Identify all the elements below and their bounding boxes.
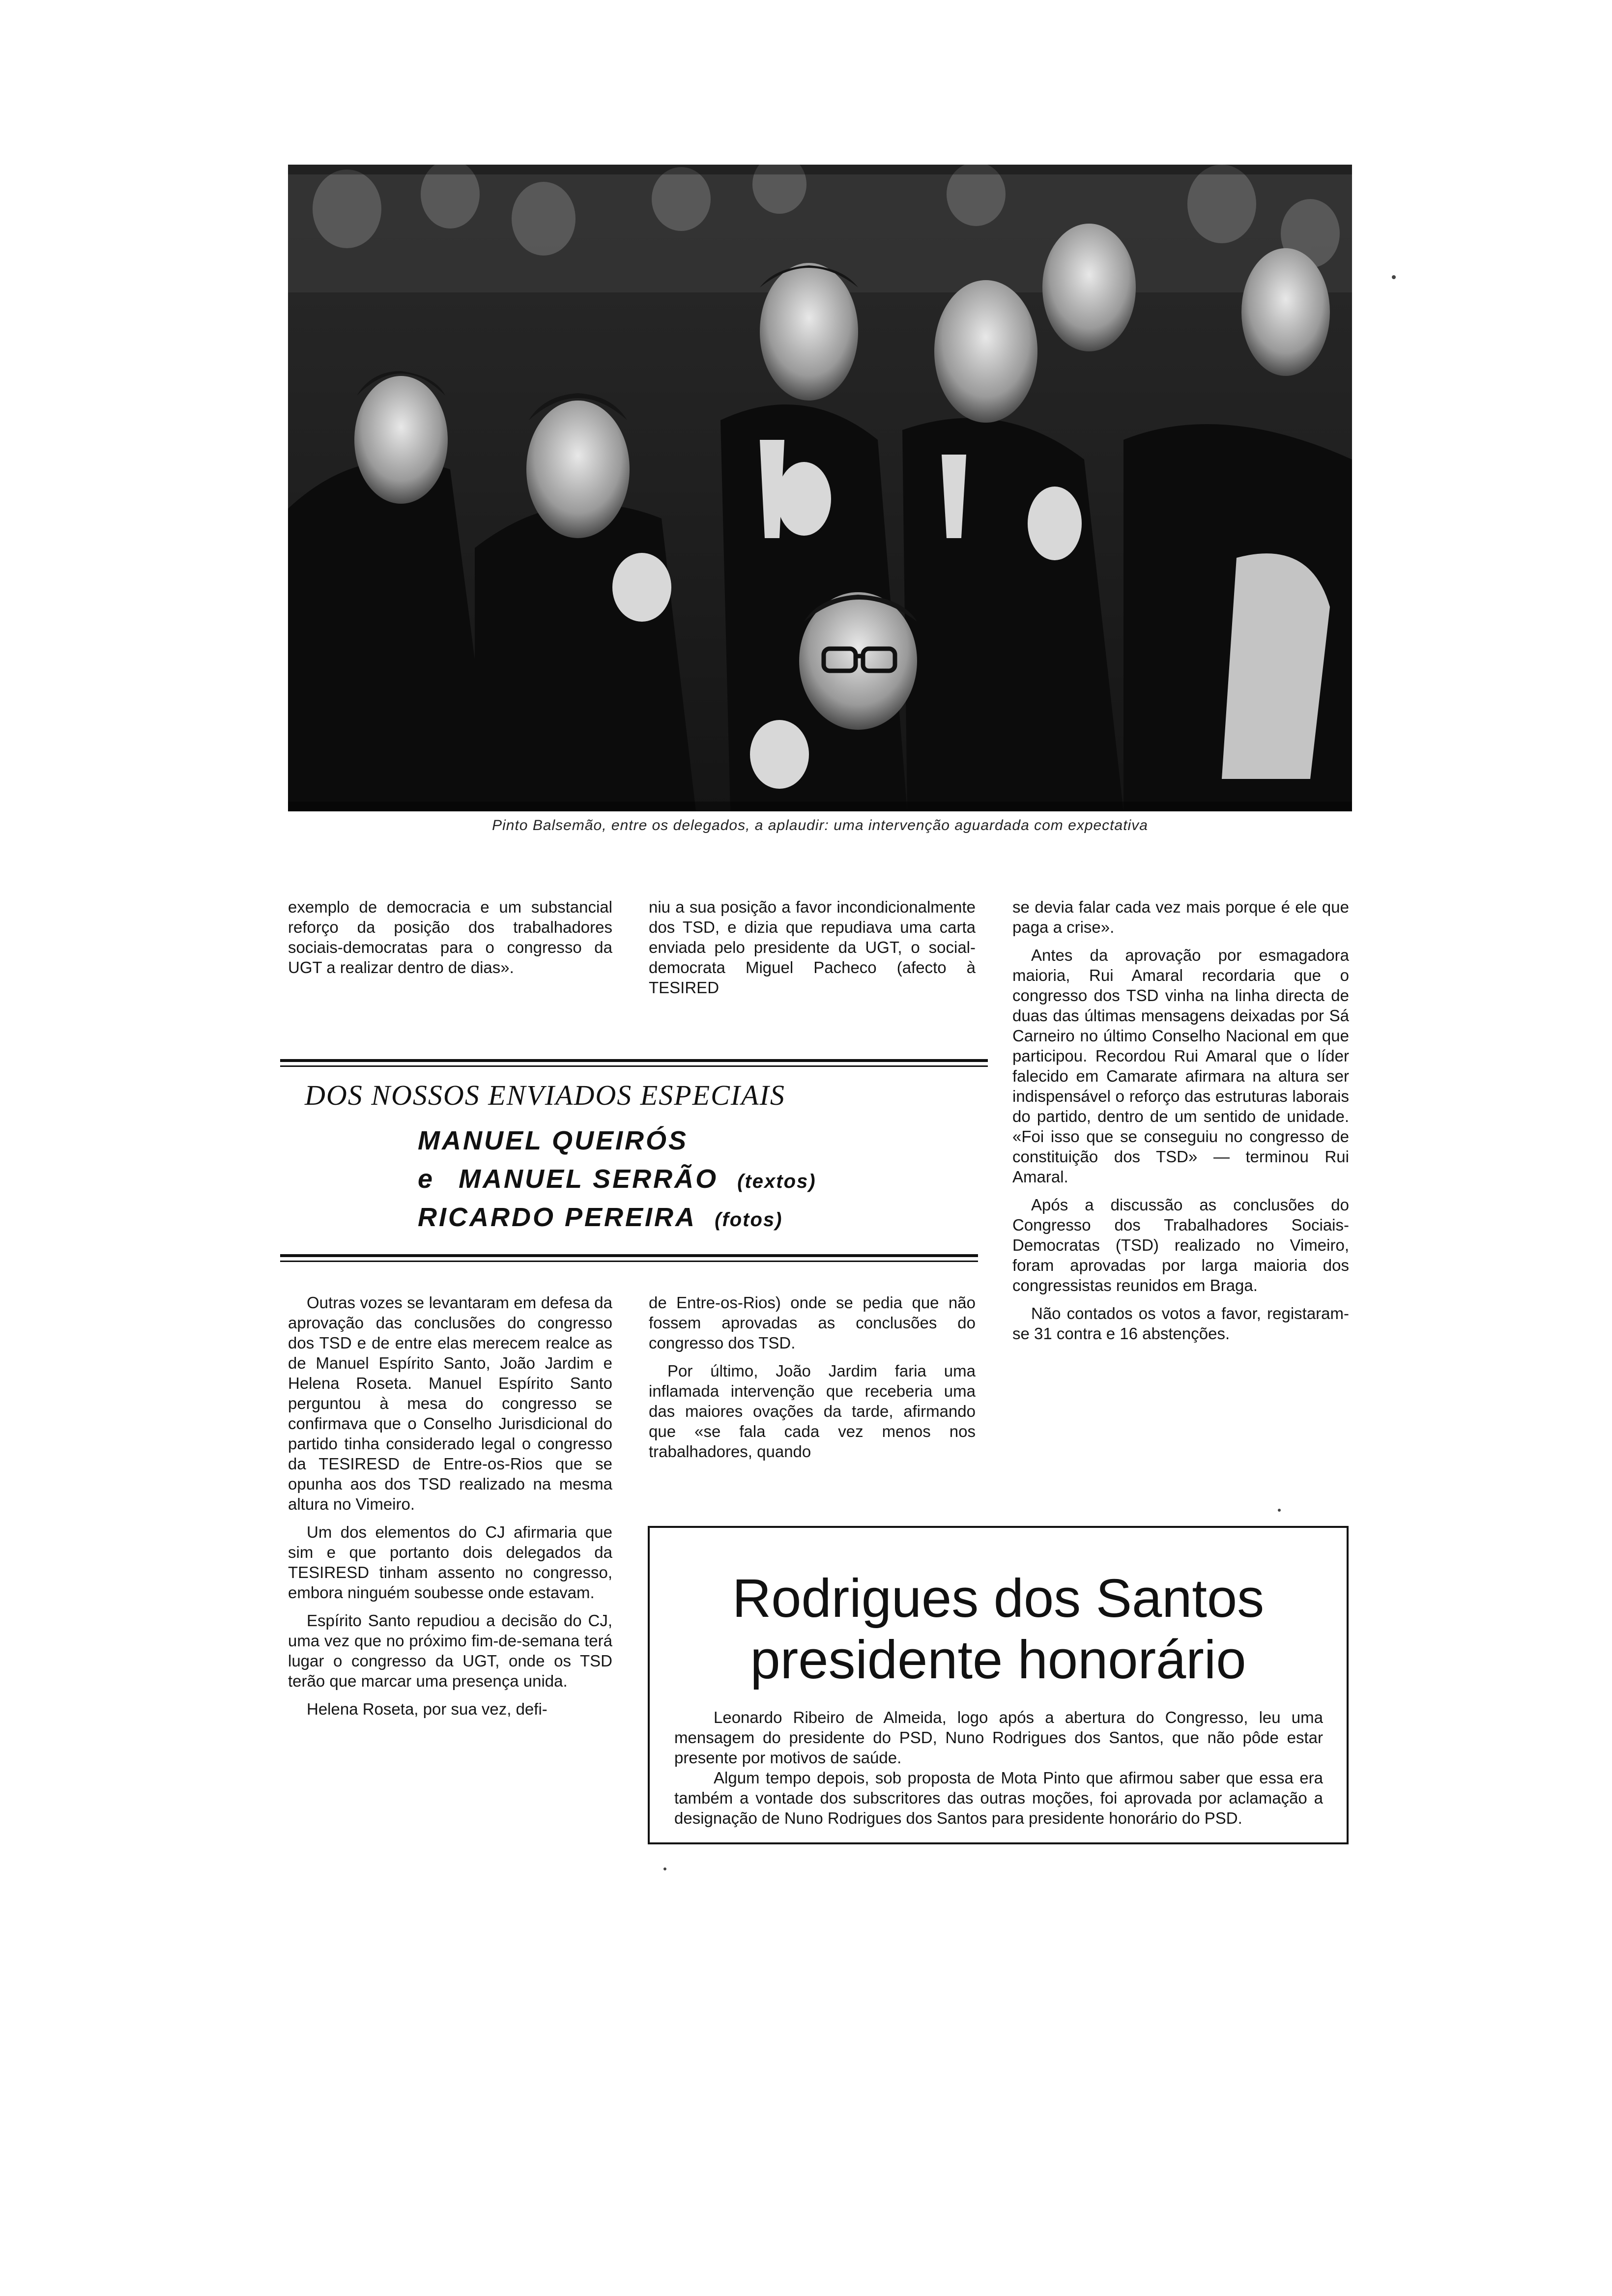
delegates-photo-illustration (288, 165, 1352, 811)
intro-column-3 (1012, 897, 1349, 1351)
bottom-rule-thin (280, 1261, 978, 1262)
news-photo (288, 165, 1352, 811)
paragraph: Algum tempo depois, sob proposta de Mota Pinto que afirmou saber que essa era também a vontade dos subscritores das outras moções, foi aprovada por aclamação a designação de Nuno Rodrigues dos Santos para presidente honorário do PSD. (674, 1769, 1323, 1827)
byline-role: (fotos) (715, 1209, 783, 1231)
byline-author-2 (418, 1164, 816, 1194)
scan-speck (1392, 275, 1396, 279)
paragraph: Leonardo Ribeiro de Almeida, logo após a abertura do Congresso, leu uma mensagem do presidente do PSD, Nuno Rodrigues dos Santos, que não pôde estar presente por motivos de saúde. (674, 1708, 1323, 1767)
bottom-rule (280, 1254, 978, 1257)
paragraph: Após a discussão as conclusões do Congresso dos Trabalhadores Sociais-Democratas (TSD) realizado no Vimeiro, foram aprovadas por larga maioria dos congressistas reunidos em Braga. (1012, 1196, 1349, 1294)
byline-role: (textos) (737, 1171, 816, 1192)
paragraph: Não contados os votos a favor, registaram-se 31 contra e 16 abstenções. (1012, 1304, 1349, 1343)
photo-caption: Pinto Balsemão, entre os delegados, a aplaudir: uma intervenção aguardada com expectativa (492, 817, 1148, 833)
byline-name: RICARDO PEREIRA (418, 1203, 696, 1232)
byline-connector: e (418, 1164, 435, 1194)
paragraph: Helena Roseta, por sua vez, defi- (307, 1700, 547, 1718)
envoys-heading: DOS NOSSOS ENVIADOS ESPECIAIS (305, 1079, 785, 1111)
scan-speck (663, 1867, 666, 1870)
byline-author-1: MANUEL QUEIRÓS (418, 1126, 689, 1155)
boxed-article (648, 1526, 1349, 1844)
top-rule (280, 1059, 988, 1062)
box-body (674, 1707, 1323, 1828)
paragraph: Antes da aprovação por esmagadora maioria, Rui Amaral recordaria que o congresso dos TSD vinha na linha directa de duas das últimas mensagens deixadas por Sá Carneiro no último Conselho Nacional em que participou. Recordou Rui Amaral que o líder falecido em Camarate afirmara na altura ser indispensável o reforço das estruturas laborais do partido, dentro de um sentido de unidade. «Foi isso que se conseguiu no congresso de constituição dos TSD» — terminou Rui Amaral. (1012, 946, 1349, 1186)
intro-column-2 (649, 897, 976, 1005)
paragraph: niu a sua posição a favor incondicionalmente dos TSD, e dizia que repudiava uma carta enviada pelo presidente da UGT, o social-democrata Miguel Pacheco (afecto à TESIRED (649, 898, 976, 997)
paragraph: exemplo de democracia e um substancial reforço da posição dos trabalhadores sociais-democratas para o congresso da UGT a realizar dentro de dias». (288, 898, 612, 976)
lower-column-2 (649, 1292, 976, 1469)
byline-photographer (418, 1202, 782, 1233)
intro-column-1 (288, 897, 612, 985)
box-headline-line-1: Rodrigues dos Santos (732, 1568, 1265, 1629)
lower-column-1 (288, 1292, 612, 1727)
paragraph: se devia falar cada vez mais porque é ele que paga a crise». (1012, 898, 1349, 936)
paragraph: de Entre-os-Rios) onde se pedia que não fossem aprovadas as conclusões do congresso dos TSD. (649, 1293, 976, 1352)
paragraph: Um dos elementos do CJ afirmaria que sim e que portanto dois delegados da TESIRESD tinham assento no congresso, embora ninguém soubesse onde estavam. (288, 1523, 612, 1602)
paragraph: Outras vozes se levantaram em defesa da aprovação das conclusões do congresso dos TSD e de entre elas merecem realce as de Manuel Espírito Santo, João Jardim e Helena Roseta. Manuel Espírito Santo perguntou à mesa do congresso se confirmava que o Conselho Jurisdicional do partido tinha considerado legal o congresso da TESIRESD de Entre-os-Rios que se opunha aos dos TSD realizado na mesma altura no Vimeiro. (288, 1293, 612, 1513)
top-rule-thin (280, 1065, 988, 1067)
paragraph: Por último, João Jardim faria uma inflamada intervenção que receberia uma das maiores ovações da tarde, afirmando que «se fala cada vez menos nos trabalhadores, quando (649, 1362, 976, 1461)
box-headline-line-2: presidente honorário (750, 1630, 1246, 1690)
byline-name: MANUEL SERRÃO (459, 1164, 719, 1194)
scan-speck (1278, 1509, 1281, 1512)
paragraph: Espírito Santo repudiou a decisão do CJ, uma vez que no próximo fim-de-semana terá lugar o congresso da UGT, onde os TSD terão que marcar uma presença unida. (288, 1611, 612, 1690)
